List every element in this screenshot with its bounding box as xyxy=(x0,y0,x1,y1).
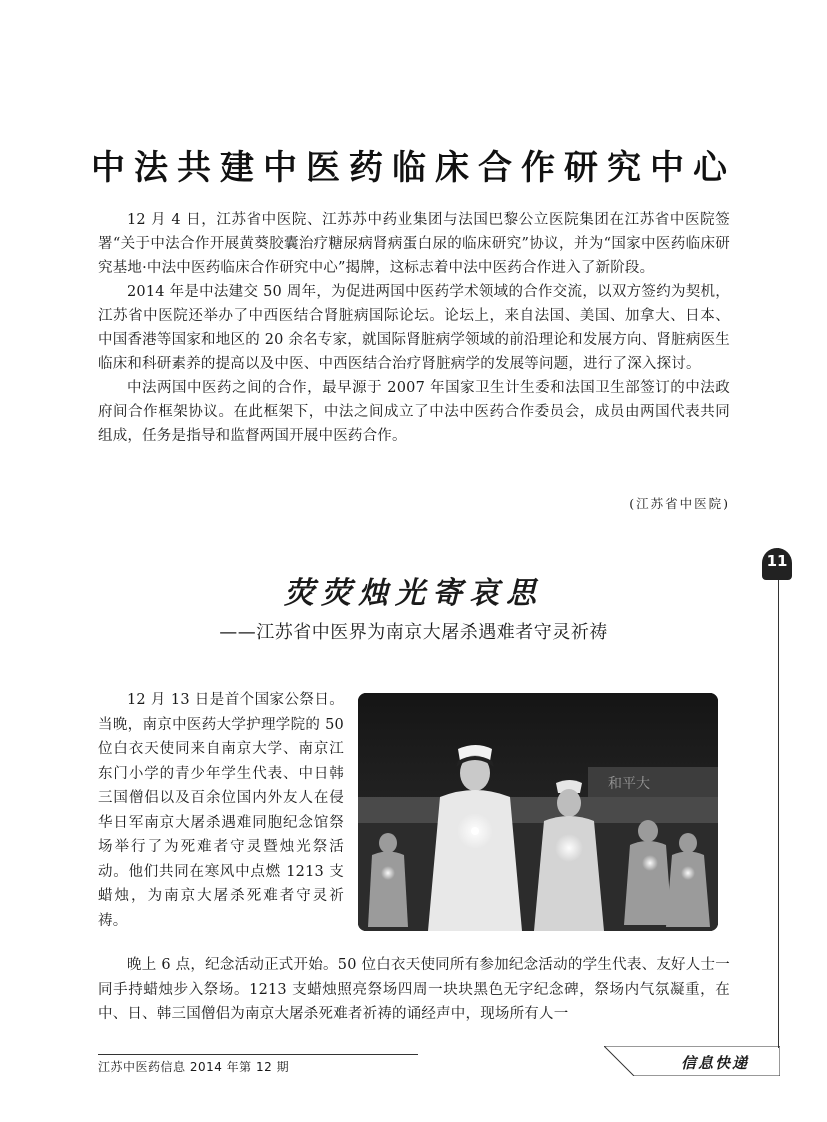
footer-journal-issue: 江苏中医药信息 2014 年第 12 期 xyxy=(98,1060,290,1074)
article2-body-left xyxy=(98,688,344,933)
article2-body-bottom xyxy=(98,953,730,1027)
article2-paragraph-1: 12 月 13 日是首个国家公祭日。当晚，南京中医药大学护理学院的 50 位白衣天使同来自南京大学、南京江东门小学的青少年学生代表、中日韩三国僧侣以及百余位国内外友人在侵华日军南京大屠杀遇难同胞纪念馆祭场举行了为死难者守灵暨烛光祭活动。他们共同在寒风中点燃 1213 支蜡烛，为南京大屠杀死难者守灵祈祷。 xyxy=(98,692,344,929)
article1-paragraph-1: 12 月 4 日，江苏省中医院、江苏苏中药业集团与法国巴黎公立医院集团在江苏省中医院签署“关于中法合作开展黄葵胶囊治疗糖尿病肾病蛋白尿的临床研究”协议，并为“国家中医药临床研究基地·中法中医药临床合作研究中心”揭牌，这标志着中法中医药合作进入了新阶段。 xyxy=(98,212,730,276)
vigil-photo-illustration xyxy=(358,693,718,931)
footer-section-label: 信息快递 xyxy=(680,1054,749,1072)
page-number: 11 xyxy=(766,552,788,570)
article1-title: 中法共建中医药临床合作研究中心 xyxy=(91,148,736,188)
article2-subtitle: ——江苏省中医界为南京大屠杀遇难者守灵祈祷 xyxy=(219,622,608,643)
article1-body xyxy=(98,208,730,448)
article2-paragraph-2: 晚上 6 点，纪念活动正式开始。50 位白衣天使同所有参加纪念活动的学生代表、友好人士一同手持蜡烛步入祭场。1213 支蜡烛照亮祭场四周一块块黑色无字纪念碑，祭场内气氛凝重，在中、日、韩三国僧侣为南京大屠杀死难者祈祷的诵经声中，现场所有人一 xyxy=(98,957,730,1022)
footer-rule xyxy=(98,1054,418,1055)
article2-title: 荧荧烛光寄哀思 xyxy=(284,576,543,611)
article1-paragraph-3: 中法两国中医药之间的合作，最早源于 2007 年国家卫生计生委和法国卫生部签订的中法政府间合作框架协议。在此框架下，中法之间成立了中法中医药合作委员会，成员由两国代表共同组成，任务是指导和监督两国开展中医药合作。 xyxy=(98,380,730,444)
memorial-wall-sign: 和平大 xyxy=(608,776,650,792)
candlelight-vigil-photo xyxy=(358,693,718,931)
article1-paragraph-2: 2014 年是中法建交 50 周年，为促进两国中医药学术领域的合作交流，以双方签约为契机，江苏省中医院还举办了中西医结合肾脏病国际论坛。论坛上，来自法国、美国、加拿大、日本、中国香港等国家和地区的 20 余名专家，就国际肾脏病学领域的前沿理论和发展方向、肾脏病医生临床和科研素养的提高以及中医、中西医结合治疗肾脏病学的发展等问题，进行了深入探讨。 xyxy=(98,284,730,372)
article1-source: (江苏省中医院) xyxy=(629,496,730,511)
